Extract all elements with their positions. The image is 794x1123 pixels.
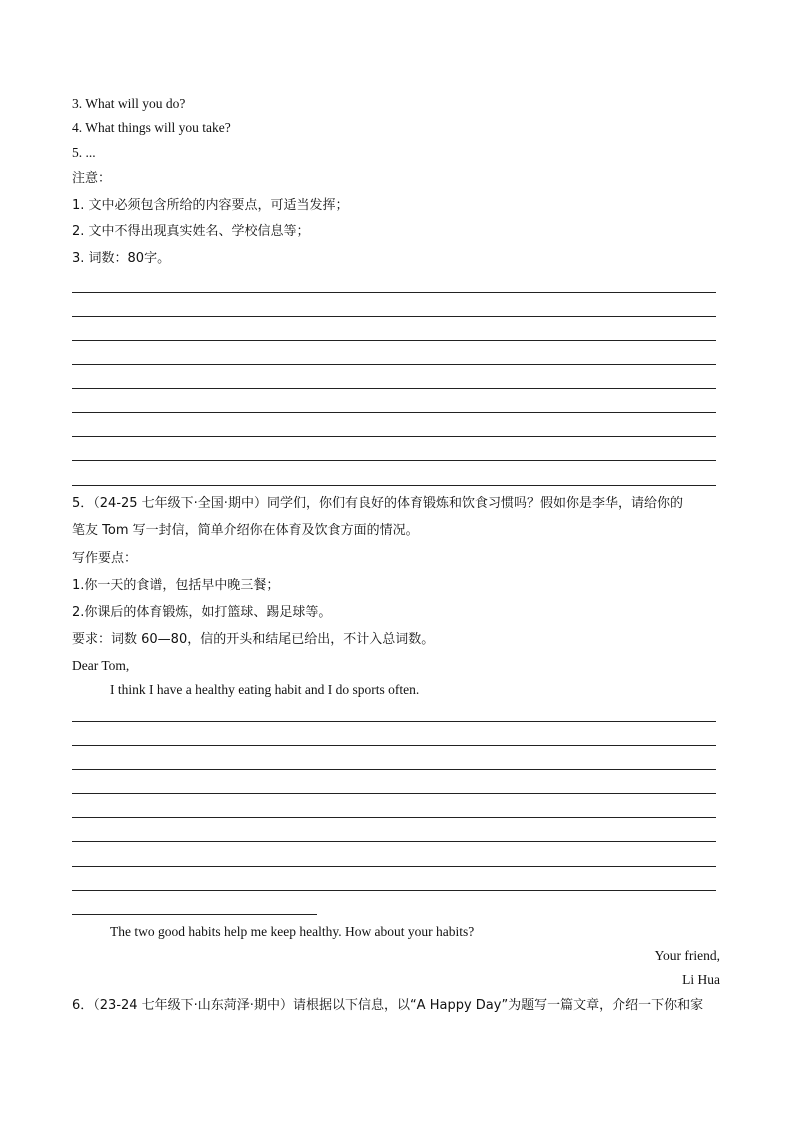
writing-line	[72, 866, 716, 867]
writing-line	[72, 364, 716, 365]
writing-line	[72, 890, 716, 891]
signoff: Your friend,	[654, 948, 720, 963]
question-4: 4. What things will you take?	[72, 120, 231, 135]
letter-opening: I think I have a healthy eating habit and I do sports often.	[110, 682, 420, 697]
writing-line	[72, 340, 716, 341]
section6-prompt-line1: 6．（23-24 七年级下·山东菏泽·期中）请根据以下信息，以“A Happy Day”为题写一篇文章，介绍一下你和家	[72, 998, 704, 1013]
writing-line	[72, 721, 716, 722]
writing-line	[72, 817, 716, 818]
writing-line	[72, 485, 716, 486]
point-1: 1.你一天的食谱，包括早中晚三餐；	[72, 578, 280, 593]
points-heading: 写作要点：	[72, 551, 138, 566]
writing-line-short	[72, 914, 317, 915]
point-2: 2.你课后的体育锻炼，如打篮球、踢足球等。	[72, 605, 332, 620]
note-1: 1. 文中必须包含所给的内容要点，可适当发挥；	[72, 198, 349, 213]
writing-line	[72, 292, 716, 293]
question-5: 5. ...	[72, 145, 96, 160]
question-3: 3. What will you do?	[72, 96, 186, 111]
requirement: 要求：词数 60—80，信的开头和结尾已给出，不计入总词数。	[72, 632, 435, 647]
notes-heading: 注意：	[72, 171, 112, 186]
note-3: 3. 词数：80字。	[72, 251, 171, 266]
writing-line	[72, 841, 716, 842]
writing-line	[72, 412, 716, 413]
letter-closing: The two good habits help me keep healthy. How about your habits?	[110, 924, 475, 939]
writing-line	[72, 388, 716, 389]
signature: Li Hua	[682, 972, 720, 987]
section5-prompt-line1: 5．（24-25 七年级下·全国·期中）同学们，你们有良好的体育锻炼和饮食习惯吗？假如你是李华，请给你的	[72, 496, 683, 511]
writing-line	[72, 460, 716, 461]
note-2: 2. 文中不得出现真实姓名、学校信息等；	[72, 224, 310, 239]
writing-line	[72, 745, 716, 746]
writing-line	[72, 793, 716, 794]
section5-prompt-line2: 笔友 Tom 写一封信，简单介绍你在体育及饮食方面的情况。	[72, 523, 419, 538]
writing-line	[72, 769, 716, 770]
writing-line	[72, 436, 716, 437]
salutation: Dear Tom,	[72, 658, 130, 673]
writing-line	[72, 316, 716, 317]
